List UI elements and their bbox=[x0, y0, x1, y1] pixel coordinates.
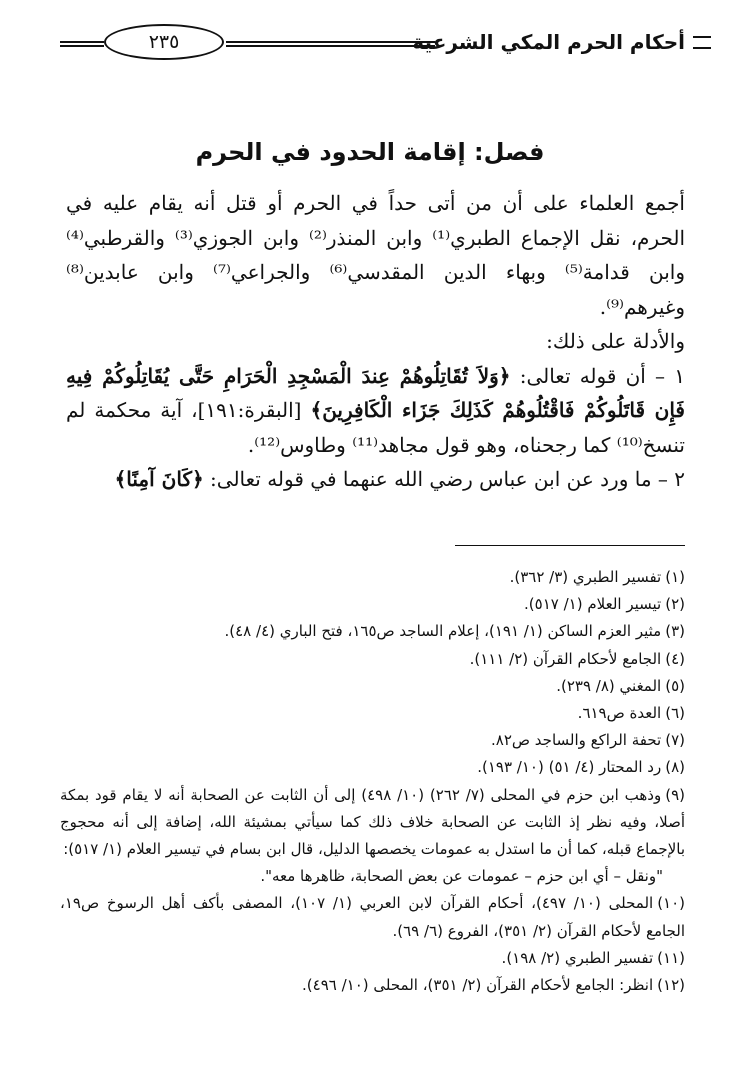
section-label: فصل: bbox=[474, 138, 545, 166]
footnote-number: (١٠) bbox=[657, 894, 686, 913]
footnote-text: وذهب ابن حزم في المحلى (٧/ ٢٦٢) (١٠/ ٤٩٨) إلى أن الثابت عن الصحابة أنه لا يقام قود بمكة أصلا، وفيه نظر إذ الثابت عن الصحابة خلاف ذلك كما سيأتي بمشيئة الله، إضافة إلى أنه محجوج بالإجماع قبله، كما أن ما استدل به عمومات يخصصها الدليل، قال ابن بسام في تيسير العلام (١/ ٥١٧): bbox=[60, 785, 685, 859]
header-rule bbox=[226, 41, 435, 47]
footnote bbox=[60, 972, 685, 999]
footnote-text: المغني (٨/ ٢٣٩). bbox=[556, 676, 662, 695]
footnote-separator bbox=[455, 545, 685, 546]
section-heading bbox=[0, 138, 740, 166]
footnote-number: (١) bbox=[665, 568, 685, 586]
running-header bbox=[60, 24, 685, 64]
footnote-number: (٨) bbox=[665, 758, 685, 777]
footnote-number: (٩) bbox=[665, 785, 685, 804]
footnote-text: رد المحتار (٤/ ٥١) (١٠/ ١٩٣). bbox=[477, 758, 662, 777]
footnote bbox=[60, 591, 685, 618]
footnote-number: (٧) bbox=[665, 731, 685, 750]
footnote bbox=[60, 564, 685, 591]
footnote-text: تحفة الراكع والساجد ص٨٢. bbox=[491, 731, 662, 750]
footnote-text: المحلى (١٠/ ٤٩٧)، أحكام القرآن لابن العربي (١/ ١٠٧)، المصفى بأكف أهل الرسوخ ص١٩، الجامع لأحكام القرآن (٢/ ٣٥١)، الفروع (٦/ ٦٩). bbox=[60, 894, 685, 940]
quran-verse-2: ﴿كَانَ آمِنًا﴾ bbox=[114, 467, 204, 491]
footnote bbox=[60, 782, 685, 864]
page-number: ٢٣٥ bbox=[104, 24, 224, 60]
evidence-item-1-intro: ١ – أن قوله تعالى: bbox=[510, 363, 685, 388]
quran-verse-1: ﴿وَلاَ تُقَاتِلُوهُمْ عِندَ الْمَسْجِدِ الْحَرَامِ حَتَّى يُقَاتِلُوكُمْ فِيهِ فَإِن قَاتَلُوكُمْ فَاقْتُلُوهُمْ كَذَلِكَ جَزَاء الْكَافِرِينَ﴾ bbox=[66, 363, 685, 422]
footnote bbox=[60, 727, 685, 754]
footnote-text: انظر: الجامع لأحكام القرآن (٢/ ٣٥١)، المحلى (١٠/ ٤٩٦). bbox=[302, 976, 654, 995]
evidence-item-2-intro: ٢ – ما ورد عن ابن عباس رضي الله عنهما في قوله تعالى: bbox=[203, 467, 685, 491]
footnote-number: (٣) bbox=[665, 622, 685, 641]
footnote-number: (٢) bbox=[665, 595, 685, 614]
main-text bbox=[66, 186, 685, 497]
paragraph-consensus: أجمع العلماء على أن من أتى حداً في الحرم أو قتل أنه يقام عليه في الحرم، نقل الإجماع الطبري⁽¹⁾ وابن المنذر⁽²⁾ وابن الجوزي⁽³⁾ والقرطبي⁽⁴⁾ وابن قدامة⁽⁵⁾ وبهاء الدين المقدسي⁽⁶⁾ والجراعي⁽⁷⁾ وابن عابدين⁽⁸⁾ وغيرهم⁽⁹⁾. bbox=[66, 191, 686, 319]
footnote-number: (١١) bbox=[657, 948, 685, 967]
evidence-heading: والأدلة على ذلك: bbox=[546, 329, 685, 353]
footnotes bbox=[60, 564, 685, 999]
footnote bbox=[60, 890, 685, 944]
evidence-item-1 bbox=[66, 359, 685, 463]
header-rule-left bbox=[60, 41, 104, 47]
footnote-number: (٥) bbox=[665, 676, 685, 695]
footnote-text: الجامع لأحكام القرآن (٢/ ١١١). bbox=[469, 649, 662, 668]
book-title: أحكام الحرم المكي الشرعية bbox=[412, 30, 685, 54]
evidence-item-2 bbox=[66, 462, 685, 497]
footnote-number: (٤) bbox=[665, 649, 685, 668]
footnote-quote: "ونقل – أي ابن حزم – عمومات عن بعض الصحابة، ظاهرها معه". bbox=[260, 867, 663, 886]
footnote-text: العدة ص٦١٩. bbox=[577, 704, 662, 723]
footnote-number: (٦) bbox=[665, 704, 685, 723]
footnote bbox=[60, 945, 685, 972]
footnote-text: مثير العزم الساكن (١/ ١٩١)، إعلام الساجد ص١٦٥، فتح الباري (٤/ ٤٨). bbox=[224, 622, 662, 641]
footnote-number: (١٢) bbox=[657, 976, 685, 995]
evidence-item-1-rest: [البقرة:١٩١]، آية محكمة لم تنسخ⁽¹⁰⁾ كما رجحناه، وهو قول مجاهد⁽¹¹⁾ وطاوس⁽¹²⁾. bbox=[66, 398, 685, 457]
footnote-text: تفسير الطبري (٢/ ١٩٨). bbox=[501, 948, 654, 967]
footnote bbox=[60, 646, 685, 673]
footnote bbox=[60, 618, 685, 645]
footnote-text: تيسير العلام (١/ ٥١٧). bbox=[524, 595, 662, 614]
footnote-text: تفسير الطبري (٣/ ٣٦٢). bbox=[509, 568, 662, 586]
footnote bbox=[60, 673, 685, 700]
footnote bbox=[60, 700, 685, 727]
footnote bbox=[60, 754, 685, 781]
section-title: إقامة الحدود في الحرم bbox=[195, 138, 466, 166]
header-ornament bbox=[693, 36, 711, 49]
